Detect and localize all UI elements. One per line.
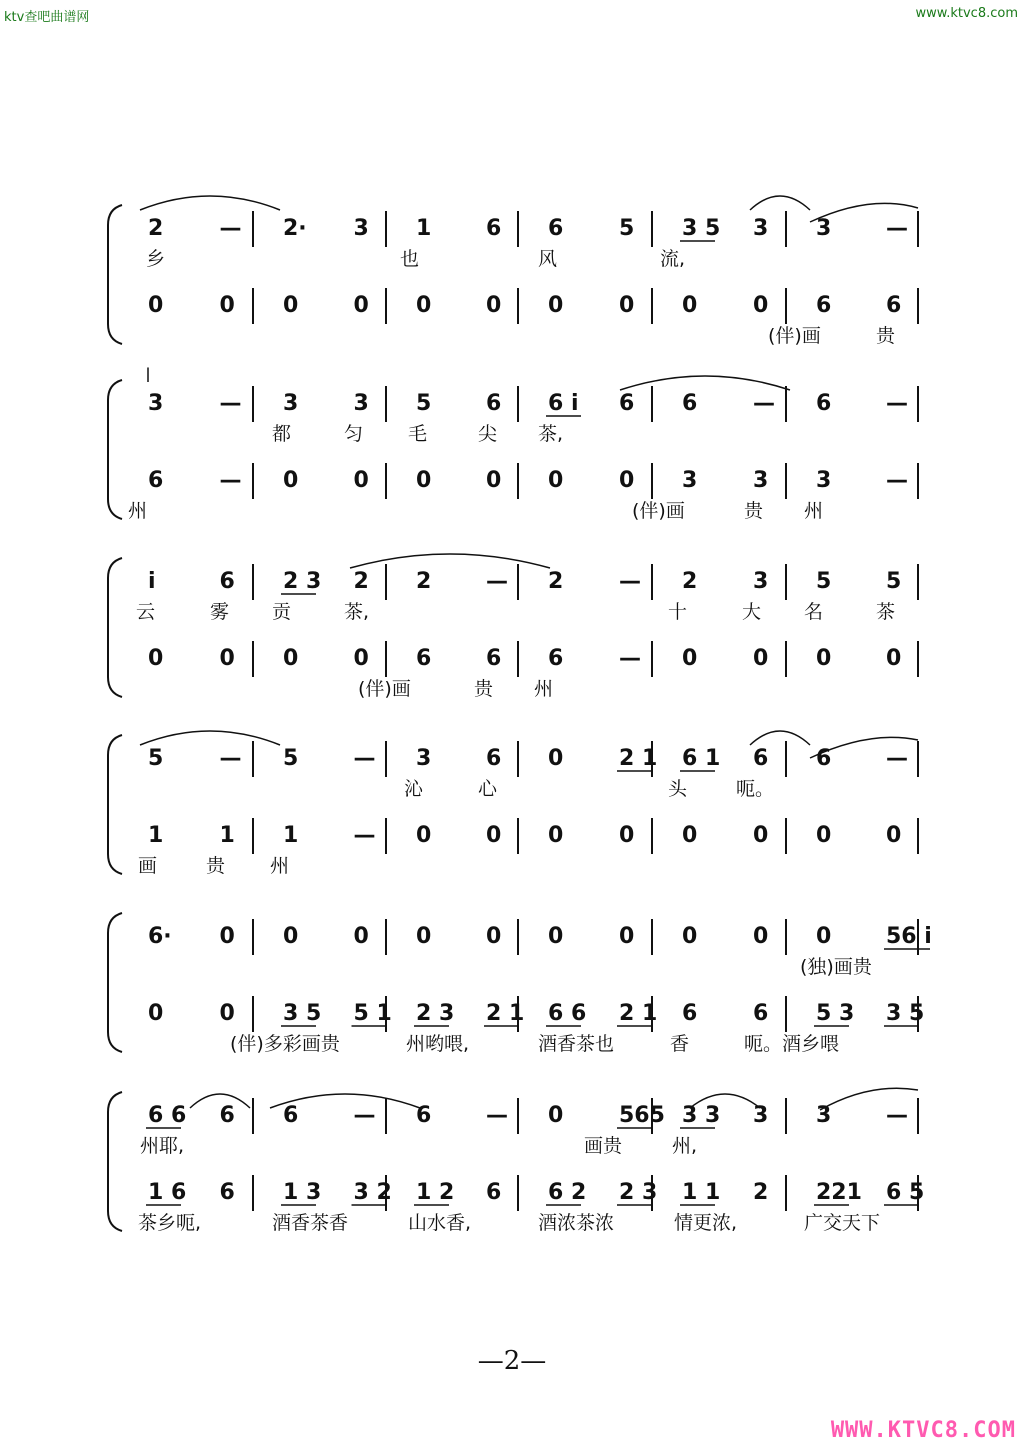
melody-note: 5 [416, 391, 432, 416]
melody-lyric: 茶, [538, 423, 564, 445]
watermark: WWW.KTVC8.COM [830, 1418, 1016, 1443]
melody-lyric: 州, [672, 1135, 698, 1157]
accompaniment-note: 0 [548, 293, 564, 318]
accompaniment-note: 3 [682, 468, 698, 493]
melody-note: 6· [148, 924, 172, 949]
accompaniment-note: 0 [619, 468, 635, 493]
system-bracket [108, 735, 122, 874]
melody-note: 3 [353, 216, 369, 241]
accompaniment-lyric: 贵 [744, 500, 764, 522]
accompaniment-note: 0 [219, 1001, 235, 1026]
melody-note: 2 1 [619, 746, 658, 771]
melody-lyric: 毛 [408, 423, 428, 445]
melody-note: 6 [548, 216, 564, 241]
accompaniment-note: 0 [753, 646, 769, 671]
accompaniment-lyric: 州 [270, 855, 290, 877]
accompaniment-note: 0 [486, 468, 502, 493]
accompaniment-note: 6 [753, 1001, 769, 1026]
accompaniment-lyric: 情更浓, [674, 1212, 738, 1234]
accompaniment-note: 221 [816, 1180, 862, 1205]
accompaniment-lyric: 茶乡呃, [138, 1212, 202, 1234]
melody-lyric: 乡 [146, 248, 166, 270]
accompaniment-note: 0 [886, 646, 902, 671]
accompaniment-note: 1 3 [283, 1180, 322, 1205]
accompaniment-lyric: 贵 [206, 855, 226, 877]
melody-lyric: 沁 [404, 778, 424, 800]
accompaniment-lyric: 州哟喂, [406, 1033, 470, 1055]
melody-lyric: 头 [668, 778, 688, 800]
melody-note: 0 [416, 924, 432, 949]
slur-arc [620, 376, 790, 390]
melody-note: — [486, 1103, 508, 1128]
melody-note: 6 [753, 746, 769, 771]
accompaniment-note: 0 [548, 823, 564, 848]
melody-lyric: 画贵 [584, 1135, 623, 1157]
melody-note: 6 1 [682, 746, 721, 771]
accompaniment-note: 6 6 [548, 1001, 587, 1026]
accompaniment-note: 0 [219, 293, 235, 318]
melody-note: 3 [148, 391, 164, 416]
melody-note: 0 [219, 924, 235, 949]
melody-note: 6 i [548, 391, 579, 416]
melody-note: 6 [486, 746, 502, 771]
melody-lyric: 呃。 [736, 778, 775, 800]
accompaniment-note: 5 3 [816, 1001, 855, 1026]
accompaniment-note: 6 [148, 468, 164, 493]
accompaniment-note: 3 [753, 468, 769, 493]
melody-note: 0 [486, 924, 502, 949]
melody-note: 6 [416, 1103, 432, 1128]
system-bracket [108, 205, 122, 344]
accompaniment-lyric: 香 [670, 1033, 690, 1055]
page-number: —2— [477, 1346, 547, 1376]
accompaniment-lyric: 酒浓茶浓 [538, 1212, 615, 1234]
accompaniment-note: 0 [753, 293, 769, 318]
melody-note: 6 [619, 391, 635, 416]
accompaniment-note: — [353, 823, 376, 848]
melody-note: 0 [816, 924, 832, 949]
melody-note: 6 [486, 216, 502, 241]
melody-note: 3 [283, 391, 299, 416]
accompaniment-note: 0 [682, 823, 698, 848]
melody-note: 6 [219, 569, 235, 594]
accompaniment-note: 6 [886, 293, 902, 318]
melody-lyric: 流, [660, 248, 686, 270]
accompaniment-note: 1 1 [682, 1180, 721, 1205]
melody-note: 2 [682, 569, 698, 594]
melody-note: 3 [816, 216, 832, 241]
accompaniment-note: 0 [219, 646, 235, 671]
site-header-right: www.ktvc8.com [915, 6, 1018, 21]
accompaniment-note: — [619, 646, 641, 671]
accompaniment-note: 0 [353, 468, 369, 493]
system-bracket [108, 558, 122, 697]
accompaniment-note: 6 [486, 646, 502, 671]
system-bracket [108, 1092, 122, 1231]
melody-note: 0 [682, 924, 698, 949]
melody-note: 3 [416, 746, 432, 771]
accompaniment-note: 2 3 [619, 1180, 658, 1205]
accompaniment-note: 1 [283, 823, 299, 848]
accompaniment-note: 1 2 [416, 1180, 455, 1205]
accompaniment-lyric: (伴)画 [358, 678, 411, 700]
accompaniment-note: 0 [148, 1001, 164, 1026]
accompaniment-note: 6 2 [548, 1180, 587, 1205]
accompaniment-note: 0 [353, 293, 369, 318]
accompaniment-note: 0 [619, 823, 635, 848]
melody-note: — [886, 746, 908, 771]
accompaniment-note: 0 [283, 293, 299, 318]
melody-note: — [753, 391, 775, 416]
accompaniment-lyric: 酒香茶香 [272, 1212, 349, 1234]
accompaniment-lyric: 广交天下 [804, 1212, 881, 1234]
melody-note: 56 i [886, 924, 932, 949]
slur-arc [750, 196, 810, 210]
accompaniment-note: 2 1 [619, 1001, 658, 1026]
accompaniment-lyric: 贵 [474, 678, 494, 700]
melody-note: 3 3 [682, 1103, 721, 1128]
accompaniment-note: 2 1 [486, 1001, 525, 1026]
accompaniment-note: — [219, 468, 242, 493]
melody-note: 3 5 [682, 216, 721, 241]
melody-note: 6 [816, 746, 832, 771]
slur-arc [140, 196, 280, 210]
melody-lyric: 都 [272, 423, 292, 445]
melody-note: 2 [353, 569, 369, 594]
melody-note: — [353, 1103, 376, 1128]
melody-note: 5 [148, 746, 164, 771]
accompaniment-note: 0 [682, 646, 698, 671]
melody-lyric: 十 [668, 601, 688, 623]
accompaniment-note: 0 [416, 293, 432, 318]
melody-note: — [219, 216, 242, 241]
melody-lyric: 茶, [344, 601, 370, 623]
melody-note: 6 6 [148, 1103, 187, 1128]
melody-note: 0 [753, 924, 769, 949]
accompaniment-lyric: 画 [138, 855, 158, 877]
melody-note: 0 [619, 924, 635, 949]
accompaniment-note: 6 [219, 1180, 235, 1205]
melody-lyric: 风 [538, 248, 558, 270]
melody-note: 3 [353, 391, 369, 416]
melody-note: — [219, 391, 242, 416]
accompaniment-note: 3 [816, 468, 832, 493]
melody-lyric: 名 [804, 601, 824, 623]
melody-note: — [619, 569, 641, 594]
melody-note: 3 [753, 569, 769, 594]
accompaniment-note: 3 5 [886, 1001, 925, 1026]
site-header-left: ktv查吧曲谱网 [4, 10, 90, 25]
melody-note: 2 [416, 569, 432, 594]
melody-lyric: 茶 [876, 601, 896, 623]
melody-note: 0 [548, 1103, 564, 1128]
accompaniment-note: 0 [816, 823, 832, 848]
slur-arc [140, 731, 280, 745]
melody-note: i [148, 569, 156, 594]
melody-lyric: 大 [742, 601, 762, 623]
melody-lyric: 心 [478, 778, 498, 800]
accompaniment-note: 6 [816, 293, 832, 318]
accompaniment-note: 0 [619, 293, 635, 318]
accompaniment-note: 0 [548, 468, 564, 493]
melody-note: 0 [283, 924, 299, 949]
accompaniment-note: 3 2 [353, 1180, 392, 1205]
accompaniment-note: 0 [682, 293, 698, 318]
melody-note: 0 [548, 924, 564, 949]
melody-lyric: 贡 [272, 601, 292, 623]
melody-lyric: 州耶, [140, 1135, 185, 1157]
melody-note: 2 3 [283, 569, 322, 594]
melody-note: 6 [682, 391, 698, 416]
accompaniment-note: 3 5 [283, 1001, 322, 1026]
accompaniment-note: 0 [416, 468, 432, 493]
melody-note: 6 [219, 1103, 235, 1128]
accompaniment-note: 0 [753, 823, 769, 848]
melody-note: 2· [283, 216, 307, 241]
accompaniment-note: 0 [283, 468, 299, 493]
melody-note: 3 [753, 216, 769, 241]
melody-note: — [886, 391, 908, 416]
system-bracket [108, 913, 122, 1052]
melody-note: — [886, 216, 908, 241]
accompaniment-lyric: 贵 [876, 325, 896, 347]
accompaniment-note: 1 [148, 823, 164, 848]
accompaniment-note: 0 [486, 293, 502, 318]
melody-note: 565 [619, 1103, 665, 1128]
melody-note: 6 [486, 391, 502, 416]
melody-note: 3 [816, 1103, 832, 1128]
accompaniment-note: 0 [816, 646, 832, 671]
accompaniment-note: 0 [416, 823, 432, 848]
melody-note: 0 [353, 924, 369, 949]
melody-note: 2 [148, 216, 164, 241]
melody-note: 5 [816, 569, 832, 594]
melody-note: — [353, 746, 376, 771]
accompaniment-note: 0 [486, 823, 502, 848]
melody-lyric: 云 [136, 601, 156, 623]
accompaniment-note: 2 3 [416, 1001, 455, 1026]
accompaniment-note: — [886, 468, 908, 493]
slur-arc [350, 554, 550, 568]
accompaniment-note: 5 1 [353, 1001, 392, 1026]
melody-note: 5 [283, 746, 299, 771]
melody-lyric: (独)画贵 [800, 956, 872, 978]
accompaniment-note: 0 [148, 646, 164, 671]
accompaniment-note: 0 [148, 293, 164, 318]
accompaniment-note: 6 [682, 1001, 698, 1026]
accompaniment-note: 6 [416, 646, 432, 671]
accompaniment-lyric: (伴)多彩画贵 [230, 1033, 340, 1055]
melody-lyric: 尖 [478, 423, 498, 445]
accompaniment-note: 2 [753, 1180, 769, 1205]
accompaniment-note: 0 [886, 823, 902, 848]
melody-note: 0 [548, 746, 564, 771]
slur-arc [750, 731, 810, 745]
melody-lyric: 匀 [344, 423, 364, 445]
melody-note: — [886, 1103, 908, 1128]
melody-note: 5 [619, 216, 635, 241]
accompaniment-lyric: (伴)画 [632, 500, 685, 522]
melody-note: 3 [753, 1103, 769, 1128]
accompaniment-note: 6 5 [886, 1180, 925, 1205]
accompaniment-lyric: 酒香茶也 [538, 1033, 615, 1055]
accompaniment-note: 0 [353, 646, 369, 671]
accompaniment-note: 1 [219, 823, 235, 848]
melody-note: 6 [816, 391, 832, 416]
melody-note: 5 [886, 569, 902, 594]
melody-lyric: 也 [400, 248, 420, 270]
accompaniment-note: 6 [548, 646, 564, 671]
system-bracket [108, 380, 122, 519]
accompaniment-lyric: 州 [128, 500, 148, 522]
melody-note: 1 [416, 216, 432, 241]
accompaniment-lyric: 州 [534, 678, 554, 700]
melody-note: 6 [283, 1103, 299, 1128]
melody-lyric: 雾 [210, 601, 230, 623]
accompaniment-lyric: 山水香, [408, 1212, 472, 1234]
melody-note: 2 [548, 569, 564, 594]
accompaniment-note: 6 [486, 1180, 502, 1205]
melody-note: — [219, 746, 242, 771]
accompaniment-note: 1 6 [148, 1180, 187, 1205]
accompaniment-lyric: 呃。酒乡喂 [744, 1033, 840, 1055]
accompaniment-note: 0 [283, 646, 299, 671]
accompaniment-lyric: (伴)画 [768, 325, 821, 347]
melody-note: — [486, 569, 508, 594]
accompaniment-lyric: 州 [804, 500, 824, 522]
